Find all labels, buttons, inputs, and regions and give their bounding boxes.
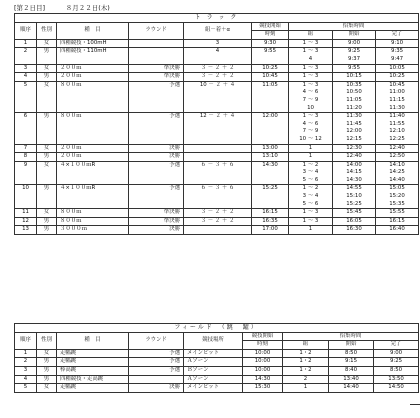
closes-cell xyxy=(376,73,419,82)
event-cell: ８００ｍ xyxy=(57,217,129,226)
day-label: [第２日目] xyxy=(14,4,46,12)
event-cell: 四種競技・走高跳 xyxy=(57,375,129,384)
order-cell: 6 xyxy=(15,113,37,144)
close-value: 14:40 xyxy=(389,176,405,183)
open-value: 12:30 xyxy=(346,144,362,151)
order-cell: 2 xyxy=(15,48,37,64)
heats-cell xyxy=(184,226,252,235)
groups-cell xyxy=(289,39,333,48)
group-value: 1 〜 3 xyxy=(302,113,319,120)
group-value: 4 〜 6 xyxy=(302,120,319,127)
close-value: 15:05 xyxy=(389,185,405,192)
open-value: 11:30 xyxy=(346,113,362,120)
open-value: 15:45 xyxy=(346,209,362,216)
close-value: 11:40 xyxy=(389,113,405,120)
table-row xyxy=(15,113,419,144)
heats-cell: 12 － ２ ＋ ４ xyxy=(184,113,252,144)
group-value: 3 〜 4 xyxy=(302,169,319,176)
table-row xyxy=(15,366,419,375)
round-cell: 決勝 xyxy=(129,226,184,235)
groups-cell xyxy=(289,144,333,153)
opens-cell xyxy=(333,73,376,82)
group-value: 1 〜 3 xyxy=(302,39,319,46)
venue-cell: メインピット xyxy=(184,349,243,358)
start-cell: 12:00 xyxy=(252,113,289,144)
round-cell: 決勝 xyxy=(129,384,184,393)
group-value: 1 xyxy=(308,153,313,160)
open-value: 14:15 xyxy=(346,169,362,176)
start-cell: 14:30 xyxy=(252,161,289,185)
close-value: 11:55 xyxy=(389,120,405,127)
group-value: 4 xyxy=(308,55,313,62)
round-cell: 予選 xyxy=(129,358,184,367)
group-value: 7 〜 9 xyxy=(302,128,319,135)
gender-cell: 女 xyxy=(37,39,57,48)
open-value: 16:05 xyxy=(346,217,362,224)
order-cell: 10 xyxy=(15,185,37,209)
group-value: 7 〜 9 xyxy=(302,96,319,103)
round-cell: 予選 xyxy=(129,161,184,185)
open-value: 16:30 xyxy=(346,226,362,233)
order-cell: 1 xyxy=(15,349,37,358)
start-cell: 10:00 xyxy=(243,349,283,358)
start-cell: 10:25 xyxy=(252,64,289,73)
start-cell: 15:30 xyxy=(243,384,283,393)
opens-cell xyxy=(333,161,376,185)
event-cell: ８００ｍ xyxy=(57,81,129,112)
group-value: 1 〜 2 xyxy=(302,185,319,192)
table-row xyxy=(15,384,419,393)
closes-cell xyxy=(376,161,419,185)
gender-cell: 男 xyxy=(37,153,57,162)
gender-cell: 男 xyxy=(37,217,57,226)
table-row xyxy=(15,153,419,162)
group-cell: 1・2 xyxy=(283,366,329,375)
gender-cell: 男 xyxy=(37,48,57,64)
event-cell: ２００ｍ xyxy=(57,73,129,82)
close-cell: 9:00 xyxy=(374,349,419,358)
close-value: 10:25 xyxy=(389,73,405,80)
group-cell: 1・2 xyxy=(283,358,329,367)
header-open: 開始 xyxy=(333,31,376,40)
close-value: 11:15 xyxy=(389,96,405,103)
group-value: 5 〜 6 xyxy=(302,176,319,183)
round-cell: 準決勝 xyxy=(129,64,184,73)
heats-cell: 10 － ２ ＋ ４ xyxy=(184,81,252,112)
close-cell: 14:50 xyxy=(374,384,419,393)
round-cell: 準決勝 xyxy=(129,217,184,226)
header-heats: 組－着＋α xyxy=(184,22,252,39)
open-cell: 13:40 xyxy=(329,375,374,384)
order-cell: 9 xyxy=(15,161,37,185)
event-cell: 棒高跳 xyxy=(57,366,129,375)
group-cell: 2 xyxy=(283,375,329,384)
gender-cell: 男 xyxy=(37,375,57,384)
order-cell: 1 xyxy=(15,39,37,48)
start-cell: 14:30 xyxy=(243,375,283,384)
close-value: 9:10 xyxy=(390,39,404,46)
group-value: 1 〜 3 xyxy=(302,48,319,55)
close-value: 12:10 xyxy=(389,128,405,135)
header-event: 種 目 xyxy=(57,22,129,39)
field-header-gender: 性別 xyxy=(37,332,57,349)
date-label: ８月２２日(木) xyxy=(65,4,110,12)
round-cell: 準決勝 xyxy=(129,209,184,218)
table-row xyxy=(15,73,419,82)
header-close: 完了 xyxy=(376,31,419,40)
field-header-group: 組 xyxy=(283,341,329,350)
opens-cell xyxy=(333,113,376,144)
open-value: 10:35 xyxy=(346,81,362,88)
group-cell: 1・2 xyxy=(283,349,329,358)
groups-cell xyxy=(289,73,333,82)
field-section-title: フィールド （跳 躍） xyxy=(15,324,419,333)
table-row xyxy=(15,144,419,153)
header-start-bottom: 時刻 xyxy=(252,31,289,40)
opens-cell xyxy=(333,153,376,162)
groups-cell xyxy=(289,64,333,73)
round-cell: 予選 xyxy=(129,366,184,375)
closes-cell xyxy=(376,144,419,153)
order-cell: 3 xyxy=(15,64,37,73)
open-value: 14:00 xyxy=(346,161,362,168)
gender-cell: 男 xyxy=(37,185,57,209)
header-round: ラウンド xyxy=(129,22,184,39)
open-cell: 8:50 xyxy=(329,349,374,358)
close-value: 11:00 xyxy=(389,89,405,96)
close-value: 10:05 xyxy=(389,64,405,71)
opens-cell xyxy=(333,144,376,153)
closes-cell xyxy=(376,113,419,144)
start-cell: 10:00 xyxy=(243,358,283,367)
open-value: 12:40 xyxy=(346,153,362,160)
group-value: 1 〜 3 xyxy=(302,64,319,71)
close-cell: 13:50 xyxy=(374,375,419,384)
start-cell: 16:35 xyxy=(252,217,289,226)
gender-cell: 女 xyxy=(37,384,57,393)
event-cell: ４×１００ｍR xyxy=(57,161,129,185)
groups-cell xyxy=(289,153,333,162)
order-cell: 4 xyxy=(15,73,37,82)
order-cell: 5 xyxy=(15,384,37,393)
group-value: 3 〜 4 xyxy=(302,193,319,200)
edge-line xyxy=(410,404,420,405)
group-value: 1 〜 3 xyxy=(302,73,319,80)
open-value: 14:30 xyxy=(346,176,362,183)
gender-cell: 男 xyxy=(37,73,57,82)
order-cell: 13 xyxy=(15,226,37,235)
order-cell: 4 xyxy=(15,375,37,384)
closes-cell xyxy=(376,81,419,112)
table-row xyxy=(15,48,419,64)
closes-cell xyxy=(376,39,419,48)
close-value: 11:30 xyxy=(389,104,405,111)
groups-cell xyxy=(289,161,333,185)
header-gender: 性別 xyxy=(37,22,57,39)
event-cell: ８００ｍ xyxy=(57,113,129,144)
opens-cell xyxy=(333,64,376,73)
table-row xyxy=(15,185,419,209)
event-cell: ２００ｍ xyxy=(57,144,129,153)
round-cell xyxy=(129,39,184,48)
heats-cell: ３ － ２ ＋ ２ xyxy=(184,217,252,226)
field-header-close: 完了 xyxy=(374,341,419,350)
round-cell xyxy=(129,48,184,64)
opens-cell xyxy=(333,217,376,226)
field-header-start-bottom: 時刻 xyxy=(243,341,283,350)
close-value: 12:25 xyxy=(389,135,405,142)
gender-cell: 女 xyxy=(37,349,57,358)
closes-cell xyxy=(376,64,419,73)
open-value: 10:15 xyxy=(346,73,362,80)
heats-cell: ３ － ２ ＋ ２ xyxy=(184,64,252,73)
close-value: 14:25 xyxy=(389,169,405,176)
open-cell: 9:15 xyxy=(329,358,374,367)
round-cell: 決勝 xyxy=(129,144,184,153)
open-value: 15:10 xyxy=(346,193,362,200)
start-cell: 13:00 xyxy=(252,144,289,153)
groups-cell xyxy=(289,81,333,112)
open-value: 9:25 xyxy=(347,48,361,55)
table-row xyxy=(15,39,419,48)
day-header xyxy=(14,3,110,12)
round-cell xyxy=(129,375,184,384)
order-cell: 5 xyxy=(15,81,37,112)
field-header-open: 開始 xyxy=(329,341,374,350)
event-cell: 走幅跳 xyxy=(57,358,129,367)
table-row xyxy=(15,161,419,185)
group-value: 4 〜 6 xyxy=(302,89,319,96)
open-value: 14:55 xyxy=(346,185,362,192)
start-cell: 9:55 xyxy=(252,48,289,64)
order-cell: 11 xyxy=(15,209,37,218)
opens-cell xyxy=(333,185,376,209)
opens-cell xyxy=(333,81,376,112)
track-section-title: ト ラ ッ ク xyxy=(15,14,419,23)
order-cell: 12 xyxy=(15,217,37,226)
opens-cell xyxy=(333,209,376,218)
event-cell: ３０００ｍ xyxy=(57,226,129,235)
gender-cell: 女 xyxy=(37,81,57,112)
close-value: 9:35 xyxy=(390,48,404,55)
table-row xyxy=(15,209,419,218)
header-order: 順序 xyxy=(15,22,37,39)
closes-cell xyxy=(376,185,419,209)
event-cell: 四種競技・100mH xyxy=(57,39,129,48)
open-value: 9:37 xyxy=(347,55,361,62)
venue-cell: Ａゾーン xyxy=(184,358,243,367)
event-cell: 四種競技・110mH xyxy=(57,48,129,64)
opens-cell xyxy=(333,48,376,64)
gender-cell: 女 xyxy=(37,209,57,218)
gender-cell: 男 xyxy=(37,113,57,144)
start-cell: 11:05 xyxy=(252,81,289,112)
field-header-round: ラウンド xyxy=(129,332,184,349)
group-value: 10 〜 12 xyxy=(299,135,322,142)
groups-cell xyxy=(289,209,333,218)
order-cell: 2 xyxy=(15,358,37,367)
close-value: 16:15 xyxy=(389,217,405,224)
venue-cell: Ａゾーン xyxy=(184,375,243,384)
heats-cell xyxy=(184,153,252,162)
table-row xyxy=(15,81,419,112)
track-table xyxy=(14,13,419,235)
venue-cell: メインピット xyxy=(184,384,243,393)
opens-cell xyxy=(333,226,376,235)
group-value: 1 〜 3 xyxy=(302,81,319,88)
start-cell: 17:00 xyxy=(252,226,289,235)
round-cell: 予選 xyxy=(129,113,184,144)
field-header-venue: 競技場所 xyxy=(184,332,243,349)
start-cell: 16:15 xyxy=(252,209,289,218)
event-cell: ２００ｍ xyxy=(57,64,129,73)
close-value: 15:20 xyxy=(389,193,405,200)
group-value: 1 xyxy=(308,226,313,233)
group-value: 5 〜 6 xyxy=(302,200,319,207)
groups-cell xyxy=(289,217,333,226)
closes-cell xyxy=(376,153,419,162)
order-cell: 3 xyxy=(15,366,37,375)
closes-cell xyxy=(376,217,419,226)
close-cell: 9:25 xyxy=(374,358,419,367)
closes-cell xyxy=(376,209,419,218)
close-value: 16:40 xyxy=(389,226,405,233)
groups-cell xyxy=(289,185,333,209)
group-cell: 1 xyxy=(283,384,329,393)
start-cell: 13:10 xyxy=(252,153,289,162)
heats-cell: 4 xyxy=(184,48,252,64)
round-cell: 予選 xyxy=(129,81,184,112)
table-row xyxy=(15,375,419,384)
gender-cell: 男 xyxy=(37,226,57,235)
close-value: 12:40 xyxy=(389,144,405,151)
heats-cell: ３ － ２ ＋ ２ xyxy=(184,209,252,218)
group-value: 1 xyxy=(308,144,313,151)
field-header-event: 種 目 xyxy=(57,332,129,349)
group-value: 10 xyxy=(307,104,314,111)
group-value: 1 〜 3 xyxy=(302,209,319,216)
open-value: 12:15 xyxy=(346,135,362,142)
table-row xyxy=(15,226,419,235)
heats-cell: 3 xyxy=(184,39,252,48)
open-value: 11:45 xyxy=(346,120,362,127)
event-cell: ８００ｍ xyxy=(57,209,129,218)
table-row xyxy=(15,217,419,226)
order-cell: 7 xyxy=(15,144,37,153)
round-cell: 準決勝 xyxy=(129,73,184,82)
round-cell: 予選 xyxy=(129,349,184,358)
group-value: 1 〜 3 xyxy=(302,217,319,224)
event-cell: 走幅跳 xyxy=(57,349,129,358)
gender-cell: 男 xyxy=(37,358,57,367)
open-value: 11:20 xyxy=(346,104,362,111)
open-value: 9:55 xyxy=(347,64,361,71)
venue-cell: Ｂゾーン xyxy=(184,366,243,375)
open-value: 11:05 xyxy=(346,96,362,103)
table-row xyxy=(15,358,419,367)
gender-cell: 男 xyxy=(37,366,57,375)
gender-cell: 女 xyxy=(37,144,57,153)
gender-cell: 女 xyxy=(37,161,57,185)
round-cell: 決勝 xyxy=(129,153,184,162)
open-value: 10:50 xyxy=(346,89,362,96)
groups-cell xyxy=(289,113,333,144)
event-cell: ２００ｍ xyxy=(57,153,129,162)
group-value: 1 〜 2 xyxy=(302,161,319,168)
start-cell: 10:00 xyxy=(243,366,283,375)
groups-cell xyxy=(289,226,333,235)
close-cell: 8:50 xyxy=(374,366,419,375)
heats-cell: ３ － ２ ＋ ２ xyxy=(184,73,252,82)
round-cell: 予選 xyxy=(129,185,184,209)
groups-cell xyxy=(289,48,333,64)
close-value: 9:47 xyxy=(390,55,404,62)
field-table xyxy=(14,323,419,393)
gender-cell: 女 xyxy=(37,64,57,73)
open-value: 12:00 xyxy=(346,128,362,135)
start-cell: 10:45 xyxy=(252,73,289,82)
close-value: 15:55 xyxy=(389,209,405,216)
table-row xyxy=(15,349,419,358)
open-cell: 14:40 xyxy=(329,384,374,393)
closes-cell xyxy=(376,226,419,235)
close-value: 12:50 xyxy=(389,153,405,160)
open-value: 15:25 xyxy=(346,200,362,207)
close-value: 15:35 xyxy=(389,200,405,207)
table-row xyxy=(15,64,419,73)
event-cell: 走幅跳 xyxy=(57,384,129,393)
open-value: 9:00 xyxy=(347,39,361,46)
header-group: 組 xyxy=(289,31,333,40)
heats-cell: ６ － ３ ＋ ６ xyxy=(184,161,252,185)
closes-cell xyxy=(376,48,419,64)
event-cell: ４×１００ｍR xyxy=(57,185,129,209)
close-value: 10:45 xyxy=(389,81,405,88)
opens-cell xyxy=(333,39,376,48)
start-cell: 15:25 xyxy=(252,185,289,209)
header-start-top: 競技開始 xyxy=(252,22,289,31)
order-cell: 8 xyxy=(15,153,37,162)
field-header-start-top: 競技開始 xyxy=(243,332,283,341)
field-header-call: 招集時間 xyxy=(283,332,419,341)
open-cell: 8:40 xyxy=(329,366,374,375)
close-value: 14:10 xyxy=(389,161,405,168)
field-header-order: 順序 xyxy=(15,332,37,349)
heats-cell xyxy=(184,144,252,153)
start-cell: 9:30 xyxy=(252,39,289,48)
header-call: 招集時間 xyxy=(289,22,419,31)
heats-cell: ６ － ３ ＋ ６ xyxy=(184,185,252,209)
